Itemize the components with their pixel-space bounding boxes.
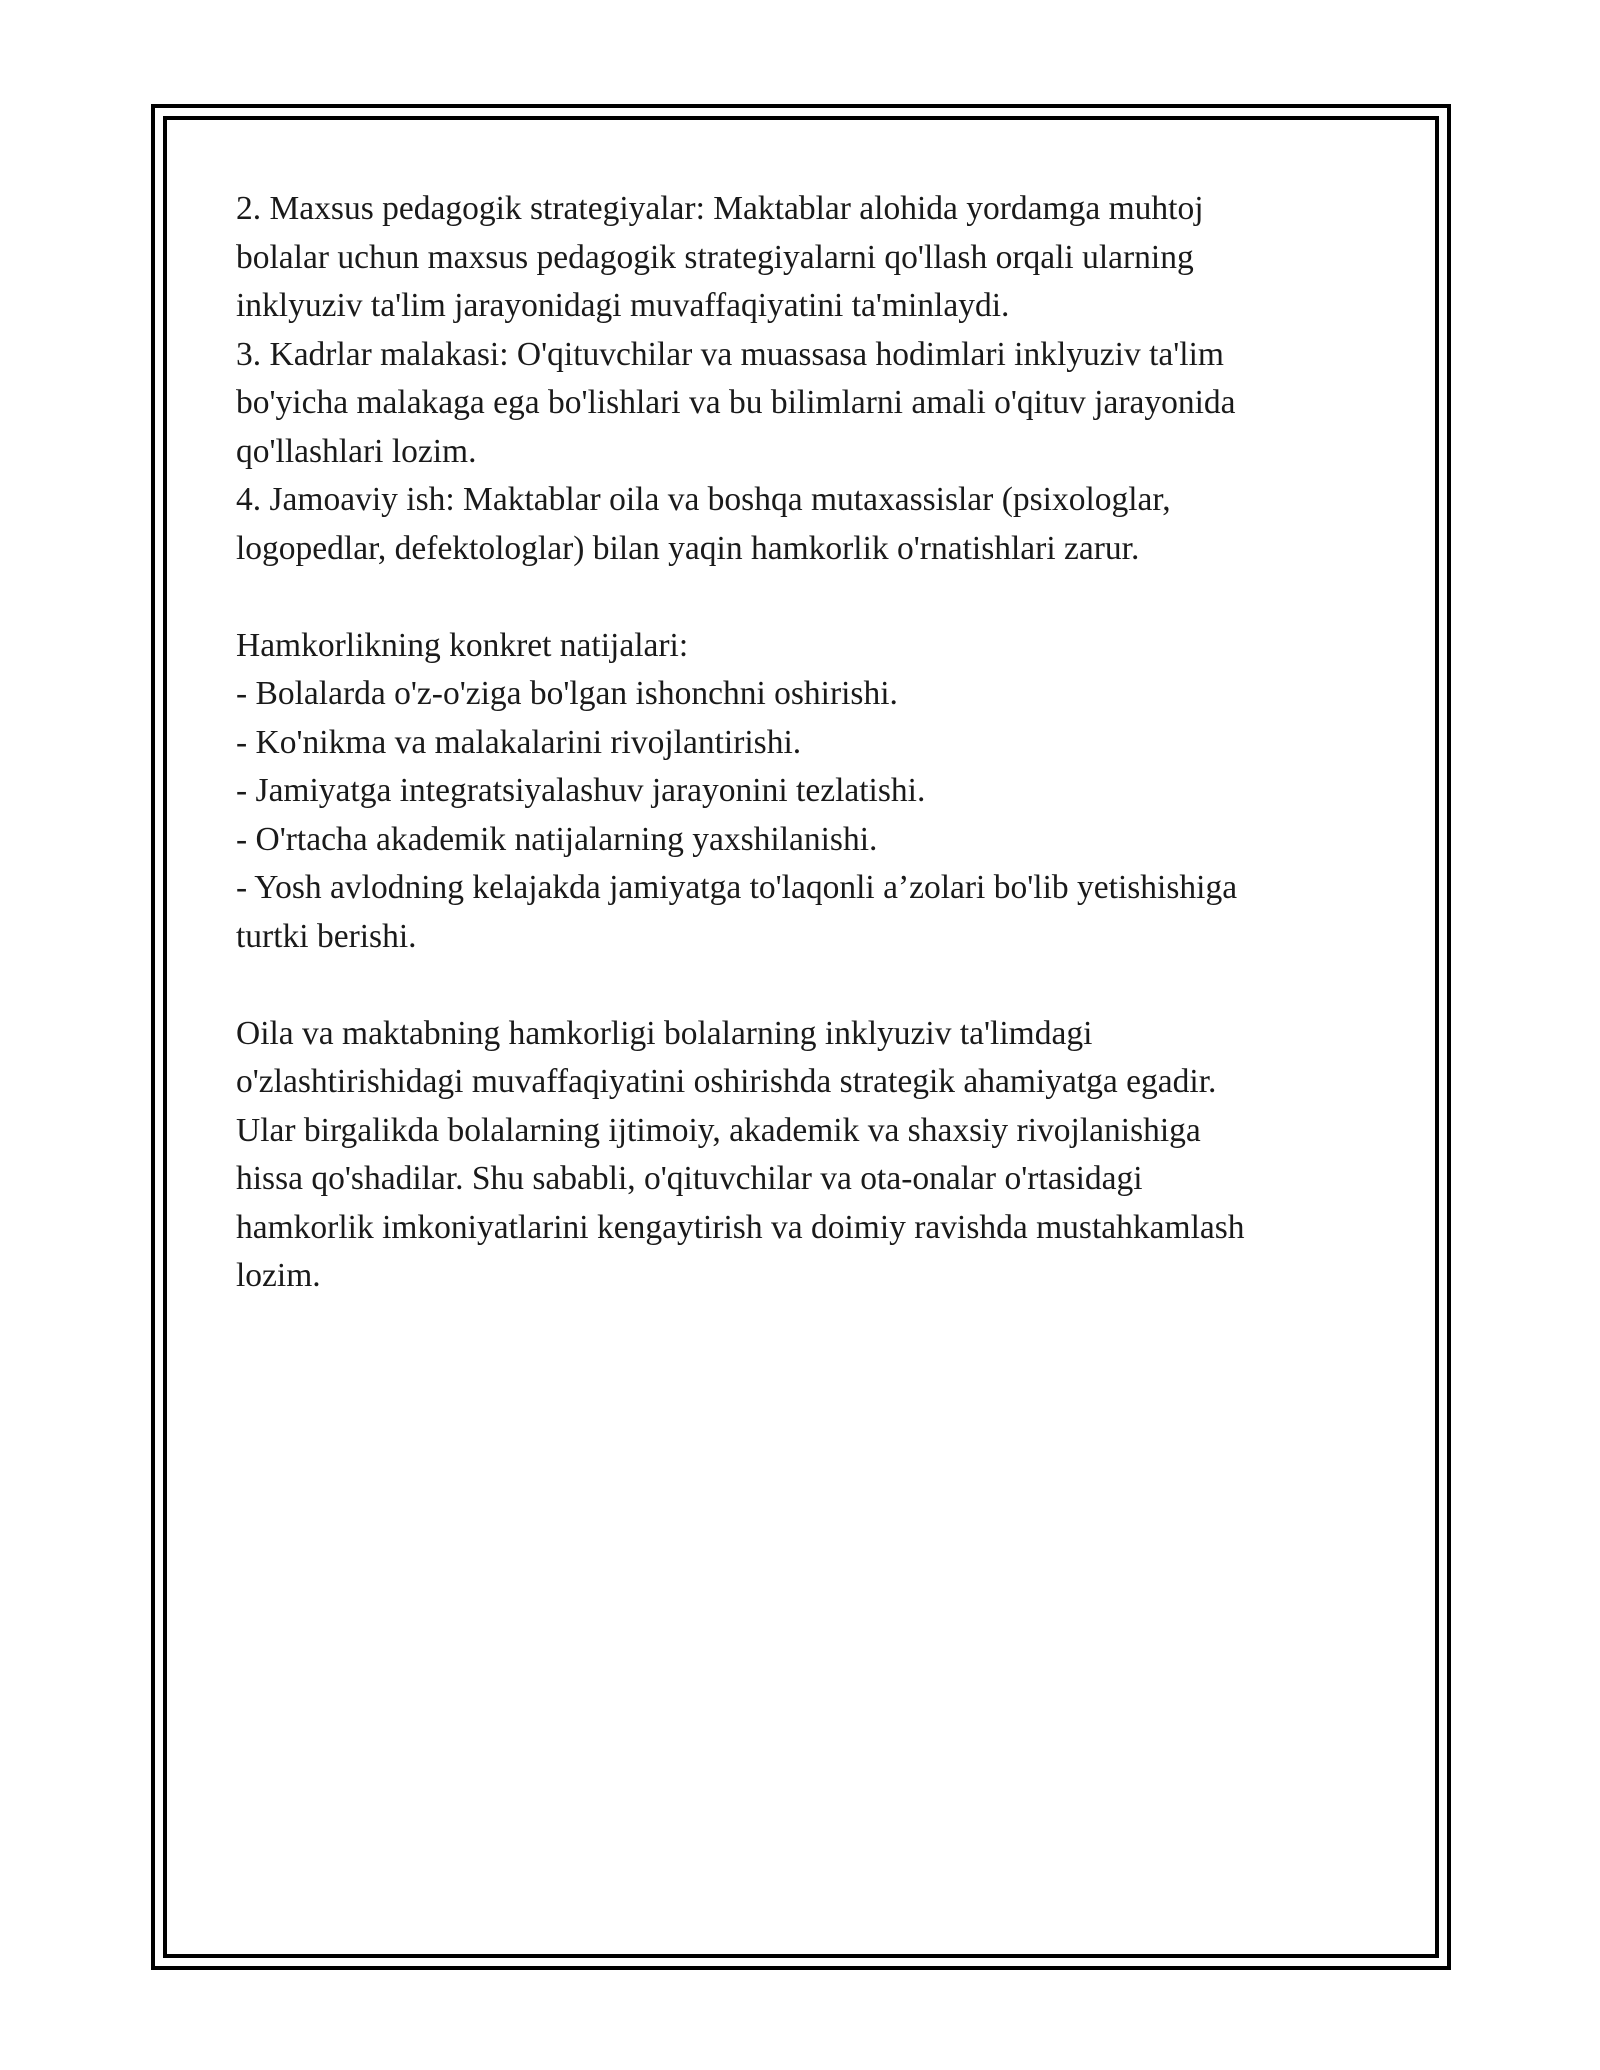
text-line: hissa qo'shadilar. Shu sababli, o'qituvchilar va ota-onalar o'rtasidagi <box>236 1160 1143 1197</box>
text-line: Oila va maktabning hamkorligi bolalarning inklyuziv ta'limdagi <box>236 1014 1093 1052</box>
list-item: - Bolalarda o'z-o'ziga bo'lgan ishonchni oshirishi. <box>236 675 898 712</box>
paragraph-gap <box>236 573 1366 622</box>
section-heading: Hamkorlikning konkret natijalari: <box>236 626 689 664</box>
text-line: Ular birgalikda bolalarning ijtimoiy, akademik va shaxsiy rivojlanishiga <box>236 1111 1201 1149</box>
list-item: - Ko'nikma va malakalarini rivojlantirishi. <box>236 723 802 761</box>
text-line: qo'llashlari lozim. <box>236 432 477 470</box>
list-item-continuation: turtki berishi. <box>236 917 417 955</box>
text-line: logopedlar, defektologlar) bilan yaqin hamkorlik o'rnatishlari zarur. <box>236 529 1140 567</box>
text-line: bo'yicha malakaga ega bo'lishlari va bu bilimlarni amali o'qituv jarayonida <box>236 384 1236 421</box>
text-line: lozim. <box>236 1257 321 1294</box>
text-line: bolalar uchun maxsus pedagogik strategiyalarni qo'llash orqali ularning <box>236 238 1194 276</box>
document-body <box>236 185 1366 1301</box>
text-line: 3. Kadrlar malakasi: O'qituvchilar va muassasa hodimlari inklyuziv ta'lim <box>236 335 1224 373</box>
text-line: 2. Maxsus pedagogik strategiyalar: Maktablar alohida yordamga muhtoj <box>236 190 1204 227</box>
paragraph-gap <box>236 961 1366 1010</box>
text-line: hamkorlik imkoniyatlarini kengaytirish va doimiy ravishda mustahkamlash <box>236 1208 1245 1246</box>
text-line: 4. Jamoaviy ish: Maktablar oila va boshqa mutaxassislar (psixologlar, <box>236 481 1171 518</box>
text-line: inklyuziv ta'lim jarayonidagi muvaffaqiyatini ta'minlaydi. <box>236 287 1010 324</box>
list-item: - Jamiyatga integratsiyalashuv jarayonini tezlatishi. <box>236 772 926 809</box>
list-item: - O'rtacha akademik natijalarning yaxshilanishi. <box>236 820 878 858</box>
text-line: o'zlashtirishidagi muvaffaqiyatini oshirishda strategik ahamiyatga egadir. <box>236 1063 1217 1100</box>
list-item: - Yosh avlodning kelajakda jamiyatga to'laqonli a’zolari bo'lib yetishishiga <box>236 869 1238 906</box>
